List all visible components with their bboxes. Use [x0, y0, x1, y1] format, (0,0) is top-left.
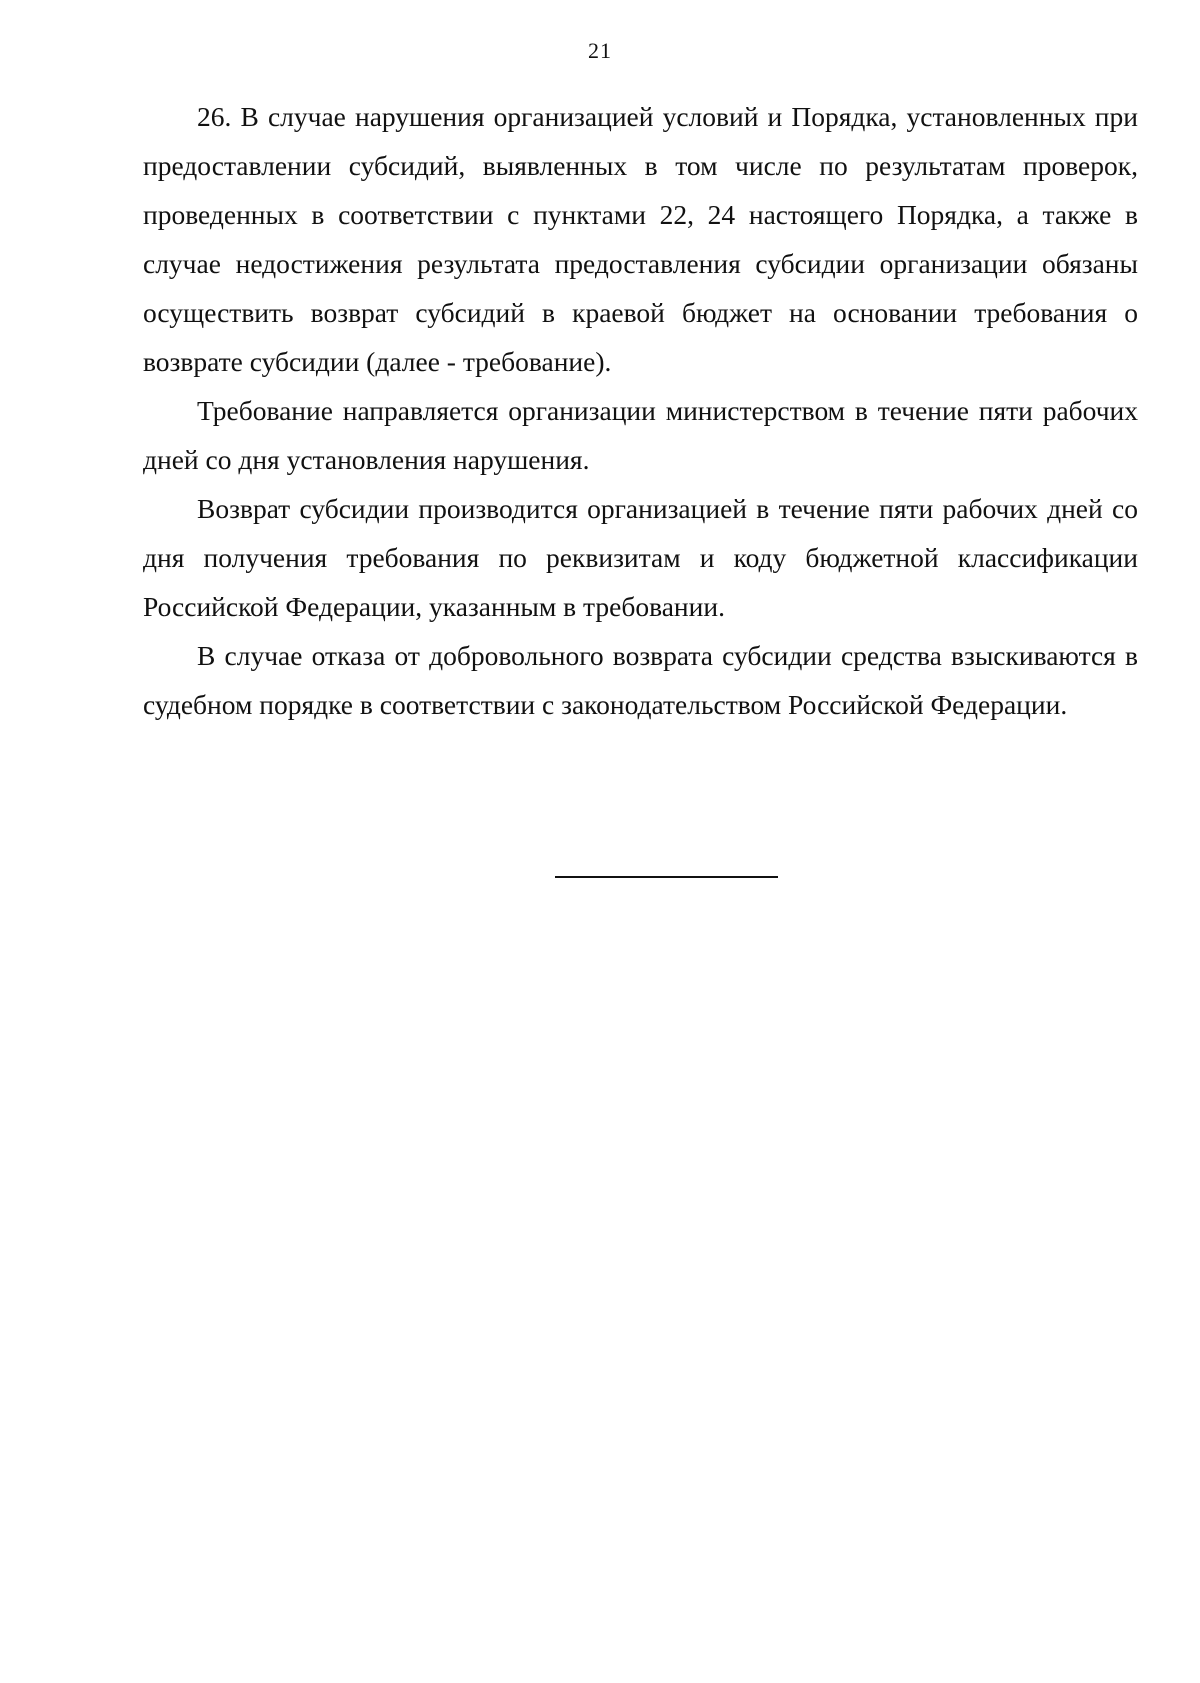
- paragraph-judicial-recovery: В случае отказа от добровольного возврата субсидии средства взыскиваются в судебном порядке в соответствии с законодательством Российской Федерации.: [143, 640, 1138, 720]
- end-of-text-divider: [555, 876, 778, 878]
- paragraph-return-conditions: 26. В случае нарушения организацией условий и Порядка, установленных при предоставлении субсидий, выявленных в том числе по результатам проверок, проведенных в соответствии с пунктами 22, 24 настоящего Порядка, а также в случае недостижения результата предоставления субсидии организации обязаны осуществить возврат субсидий в краевой бюджет на основании требования о возврате субсидии (далее - требование).: [143, 101, 1138, 377]
- document-body: [143, 92, 1138, 729]
- paragraph-return-procedure: Возврат субсидии производится организацией в течение пяти рабочих дней со дня получения требования по реквизитам и коду бюджетной классификации Российской Федерации, указанным в требовании.: [143, 493, 1138, 622]
- paragraph-requirement-sending: Требование направляется организации министерством в течение пяти рабочих дней со дня установления нарушения.: [143, 395, 1138, 475]
- page-number: 21: [588, 38, 612, 63]
